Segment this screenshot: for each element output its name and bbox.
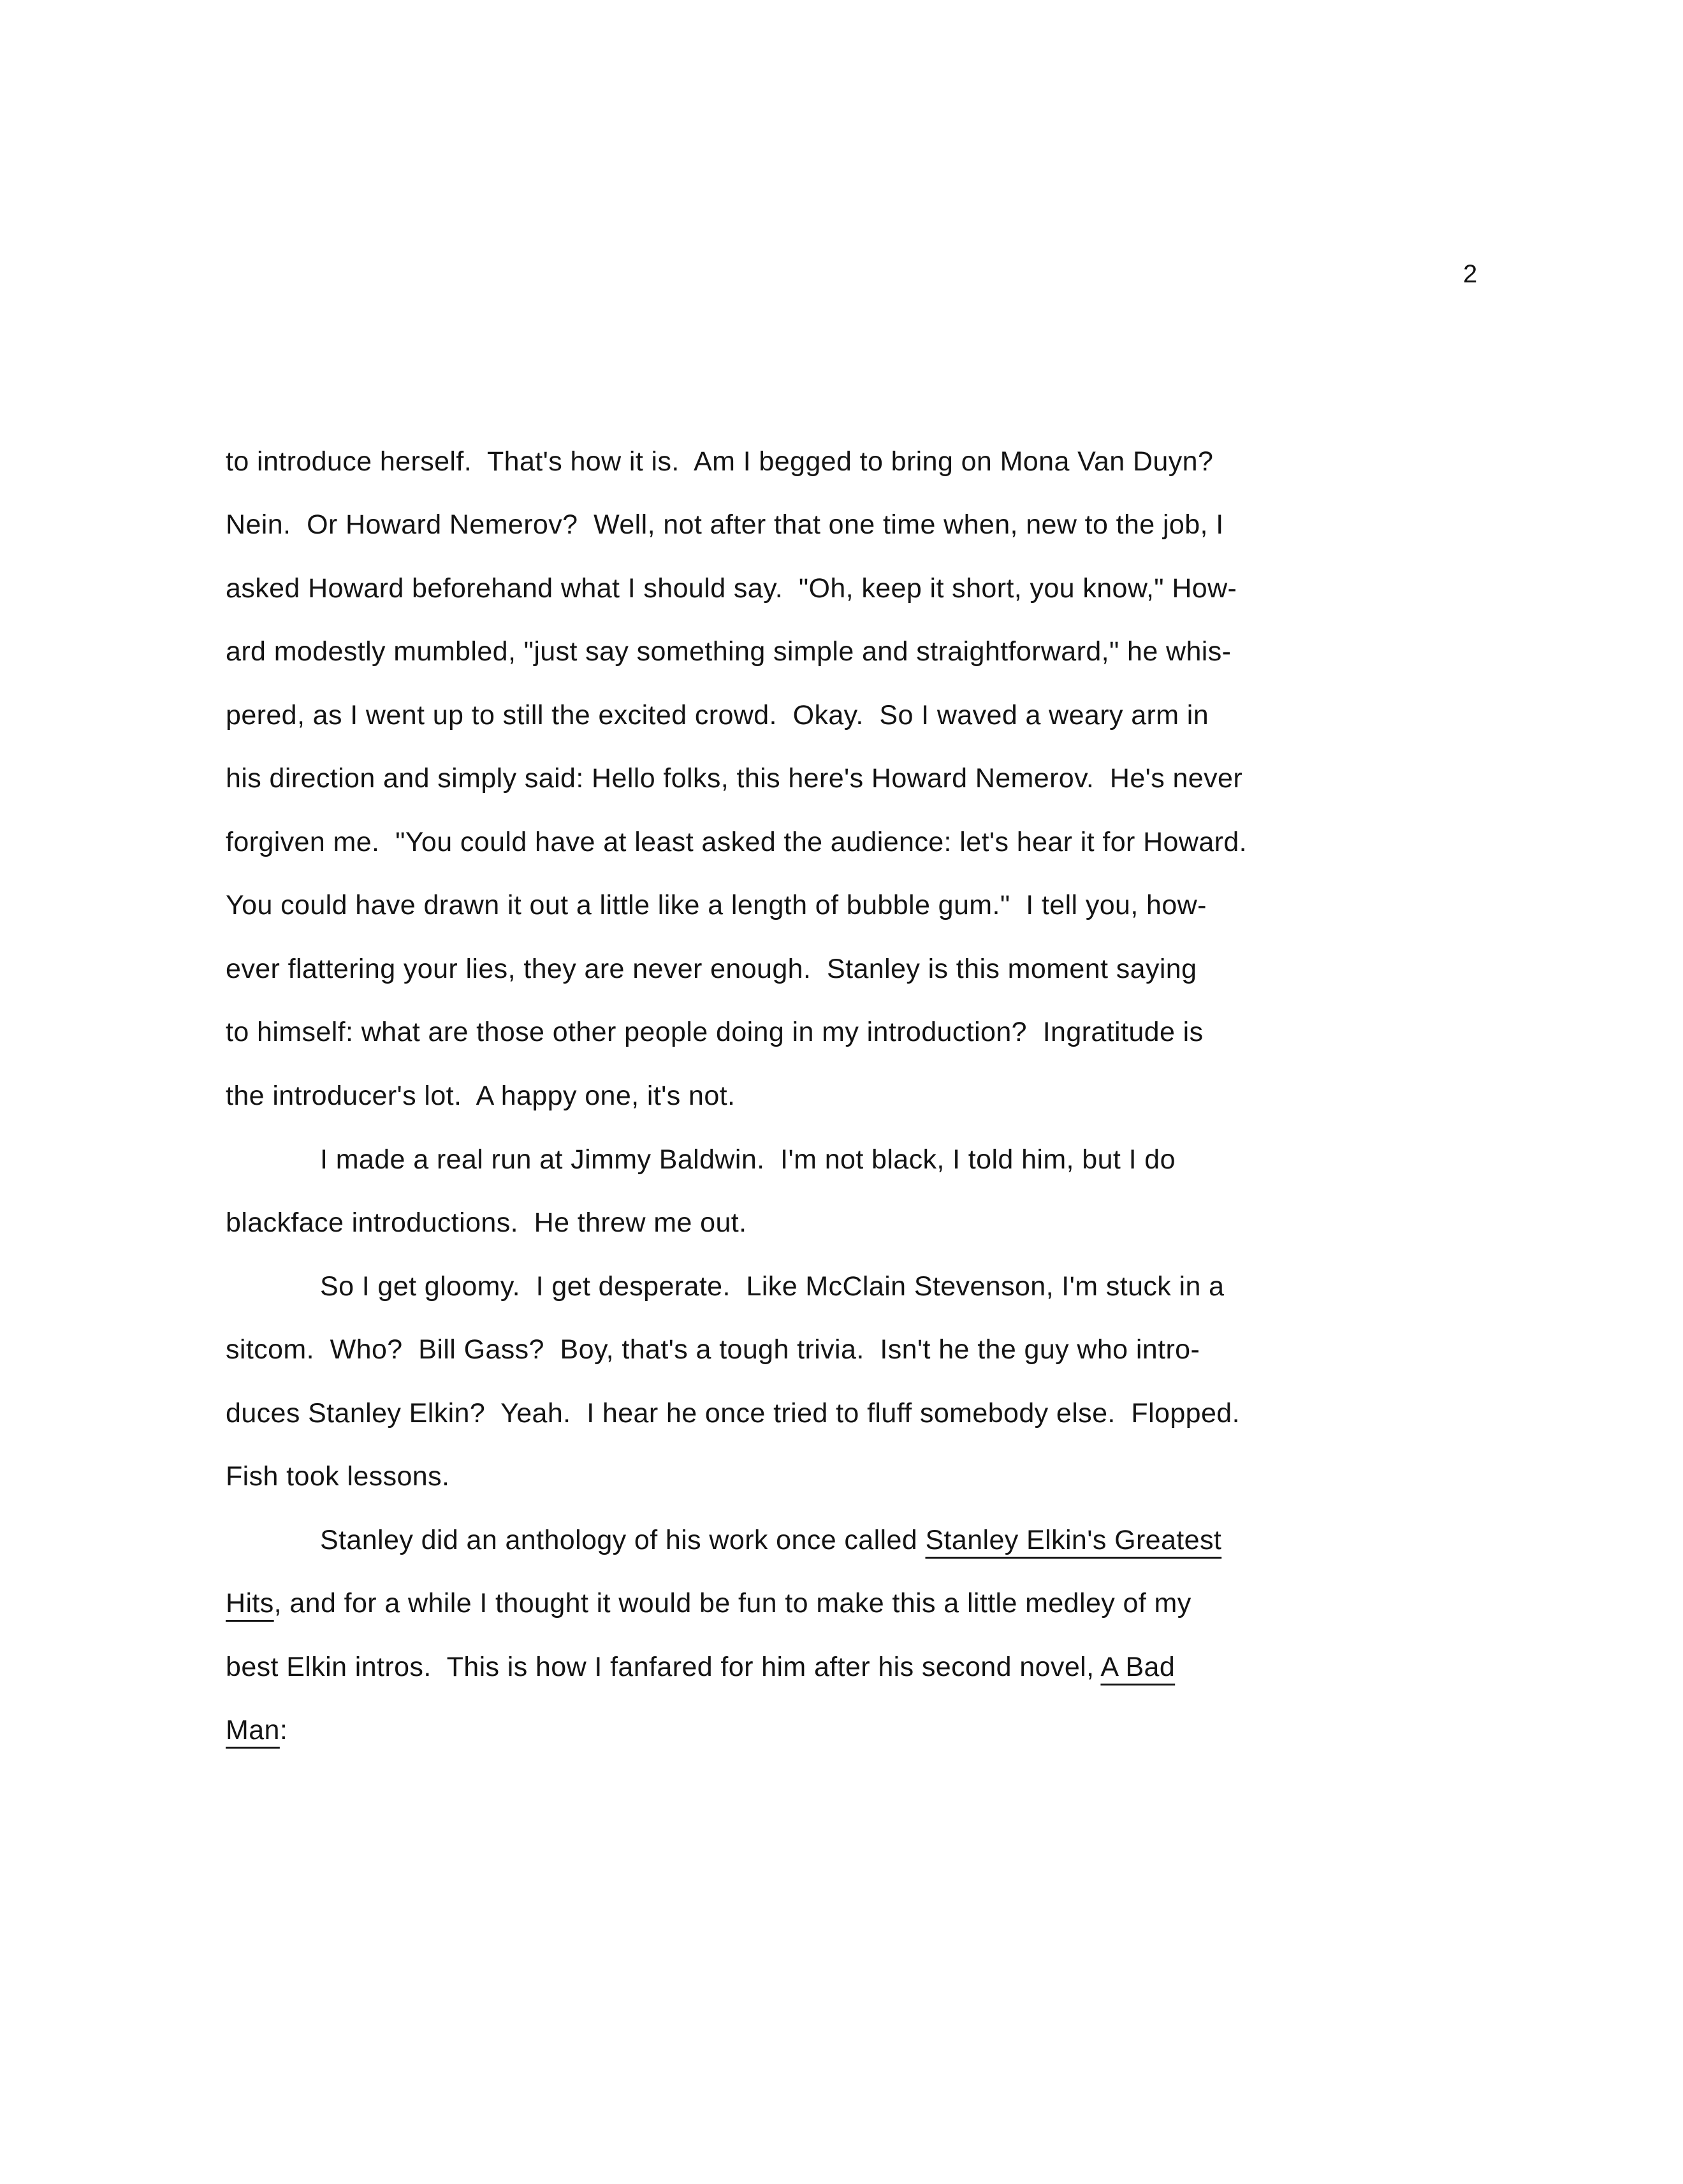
text-segment: best Elkin intros. This is how I fanfared for him after his second novel,: [226, 1652, 1101, 1682]
text-line: You could have drawn it out a little like a length of bubble gum." I tell you, how-: [226, 890, 1207, 921]
text-line: [320, 1521, 1221, 1559]
text-line: I made a real run at Jimmy Baldwin. I'm not black, I told him, but I do: [320, 1144, 1176, 1175]
text-line: pered, as I went up to still the excited crowd. Okay. So I waved a weary arm in: [226, 700, 1209, 731]
text-line: ard modestly mumbled, "just say something simple and straightforward," he whis-: [226, 636, 1232, 667]
text-line: ever flattering your lies, they are never enough. Stanley is this moment saying: [226, 954, 1197, 984]
text-line: his direction and simply said: Hello folks, this here's Howard Nemerov. He's never: [226, 763, 1243, 794]
text-segment: , and for a while I thought it would be fun to make this a little medley of my: [273, 1588, 1191, 1619]
book-title-underlined: Man: [226, 1715, 280, 1745]
text-line: [226, 1584, 1191, 1622]
text-line: [226, 1711, 288, 1749]
book-title-underlined: Stanley Elkin's Greatest: [925, 1525, 1222, 1555]
text-line: So I get gloomy. I get desperate. Like McClain Stevenson, I'm stuck in a: [320, 1271, 1225, 1302]
text-line: Nein. Or Howard Nemerov? Well, not after that one time when, new to the job, I: [226, 509, 1224, 540]
text-line: to introduce herself. That's how it is. Am I begged to bring on Mona Van Duyn?: [226, 446, 1214, 477]
text-line: [226, 1648, 1175, 1686]
text-segment: :: [279, 1715, 288, 1745]
text-line: to himself: what are those other people doing in my introduction? Ingratitude is: [226, 1017, 1204, 1047]
text-line: asked Howard beforehand what I should say. "Oh, keep it short, you know," How-: [226, 573, 1237, 604]
text-line: sitcom. Who? Bill Gass? Boy, that's a tough trivia. Isn't he the guy who intro-: [226, 1334, 1200, 1365]
text-line: blackface introductions. He threw me out.: [226, 1207, 747, 1238]
book-title-underlined: Hits: [226, 1588, 274, 1619]
page-number: 2: [1463, 260, 1478, 288]
text-line: Fish took lessons.: [226, 1461, 450, 1492]
text-segment: Stanley did an anthology of his work once called: [320, 1525, 926, 1555]
text-line: forgiven me. "You could have at least asked the audience: let's hear it for Howard.: [226, 827, 1248, 857]
text-line: duces Stanley Elkin? Yeah. I hear he once tried to fluff somebody else. Flopped.: [226, 1398, 1240, 1429]
book-title-underlined: A Bad: [1100, 1652, 1176, 1682]
text-line: the introducer's lot. A happy one, it's not.: [226, 1081, 736, 1111]
